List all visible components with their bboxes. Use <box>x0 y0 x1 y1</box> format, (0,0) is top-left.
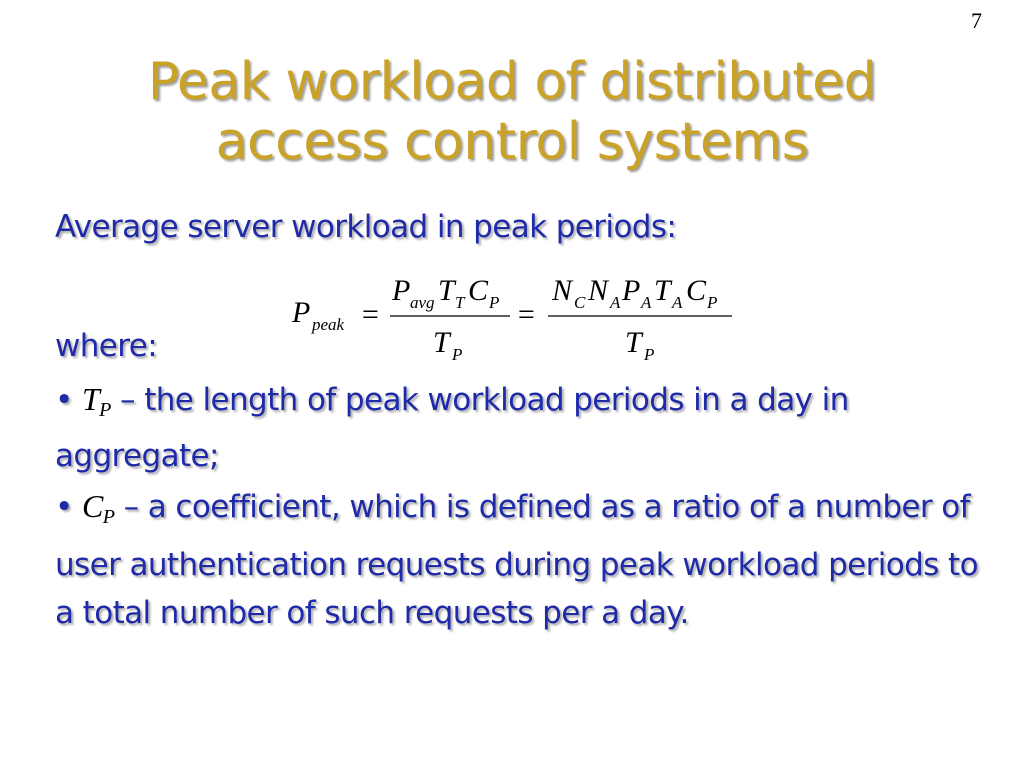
frac1-num-1-sub: T <box>455 293 465 312</box>
frac1-den-main: T <box>433 326 450 359</box>
symbol-main: C <box>81 488 103 524</box>
symbol-sub: P <box>99 399 111 421</box>
frac2-num-3-main: T <box>654 274 671 307</box>
frac1-num-0-main: P <box>392 274 411 307</box>
symbol-sub: P <box>102 506 115 528</box>
formula-equals-1: = <box>360 298 381 331</box>
title-line-1: Peak workload of distributed <box>147 52 877 112</box>
bullet-symbol-tp <box>81 381 111 421</box>
bullet-symbol-cp <box>81 488 115 528</box>
frac2-num-4-main: C <box>686 274 707 307</box>
frac2-den-sub: P <box>644 345 655 364</box>
frac2-den-main: T <box>625 326 642 359</box>
frac2-num-4-sub: P <box>707 293 718 312</box>
bullet-text: – a coefficient, which is defined as a ratio of a number of user authentication requests during peak workload periods to a total number of such requests per a day. <box>55 489 978 631</box>
slide-number: 7 <box>971 8 982 33</box>
bullet-marker: • <box>55 382 73 418</box>
slide-title <box>0 52 1024 172</box>
formula-lhs-main: P <box>292 296 311 329</box>
symbol-main: T <box>81 381 100 417</box>
intro-text: Average server workload in peak periods: <box>55 209 677 245</box>
frac1-num-0-sub: avg <box>410 293 435 312</box>
bullet-item-cp <box>55 482 985 637</box>
bullet-item-tp <box>55 376 985 479</box>
frac1-num-2-main: C <box>468 274 489 307</box>
frac2-num-1-sub: A <box>610 293 621 312</box>
formula-equals-2: = <box>516 298 537 331</box>
frac2-num-1-main: N <box>588 274 609 307</box>
bullet-text: – the length of peak workload periods in a day in aggregate; <box>55 382 849 474</box>
frac2-num-0-sub: C <box>574 293 586 312</box>
frac2-num-2-sub: A <box>641 293 652 312</box>
frac1-num-1-main: T <box>438 274 455 307</box>
frac2-num-0-main: N <box>552 274 573 307</box>
frac2-num-3-sub: A <box>672 293 683 312</box>
frac1-num-2-sub: P <box>489 293 500 312</box>
where-label: where: <box>55 328 158 364</box>
title-line-2: access control systems <box>215 112 809 172</box>
formula-lhs-sub: peak <box>312 315 345 334</box>
frac2-num-2-main: P <box>622 274 641 307</box>
frac1-den-sub: P <box>452 345 463 364</box>
bullet-marker: • <box>55 489 73 525</box>
